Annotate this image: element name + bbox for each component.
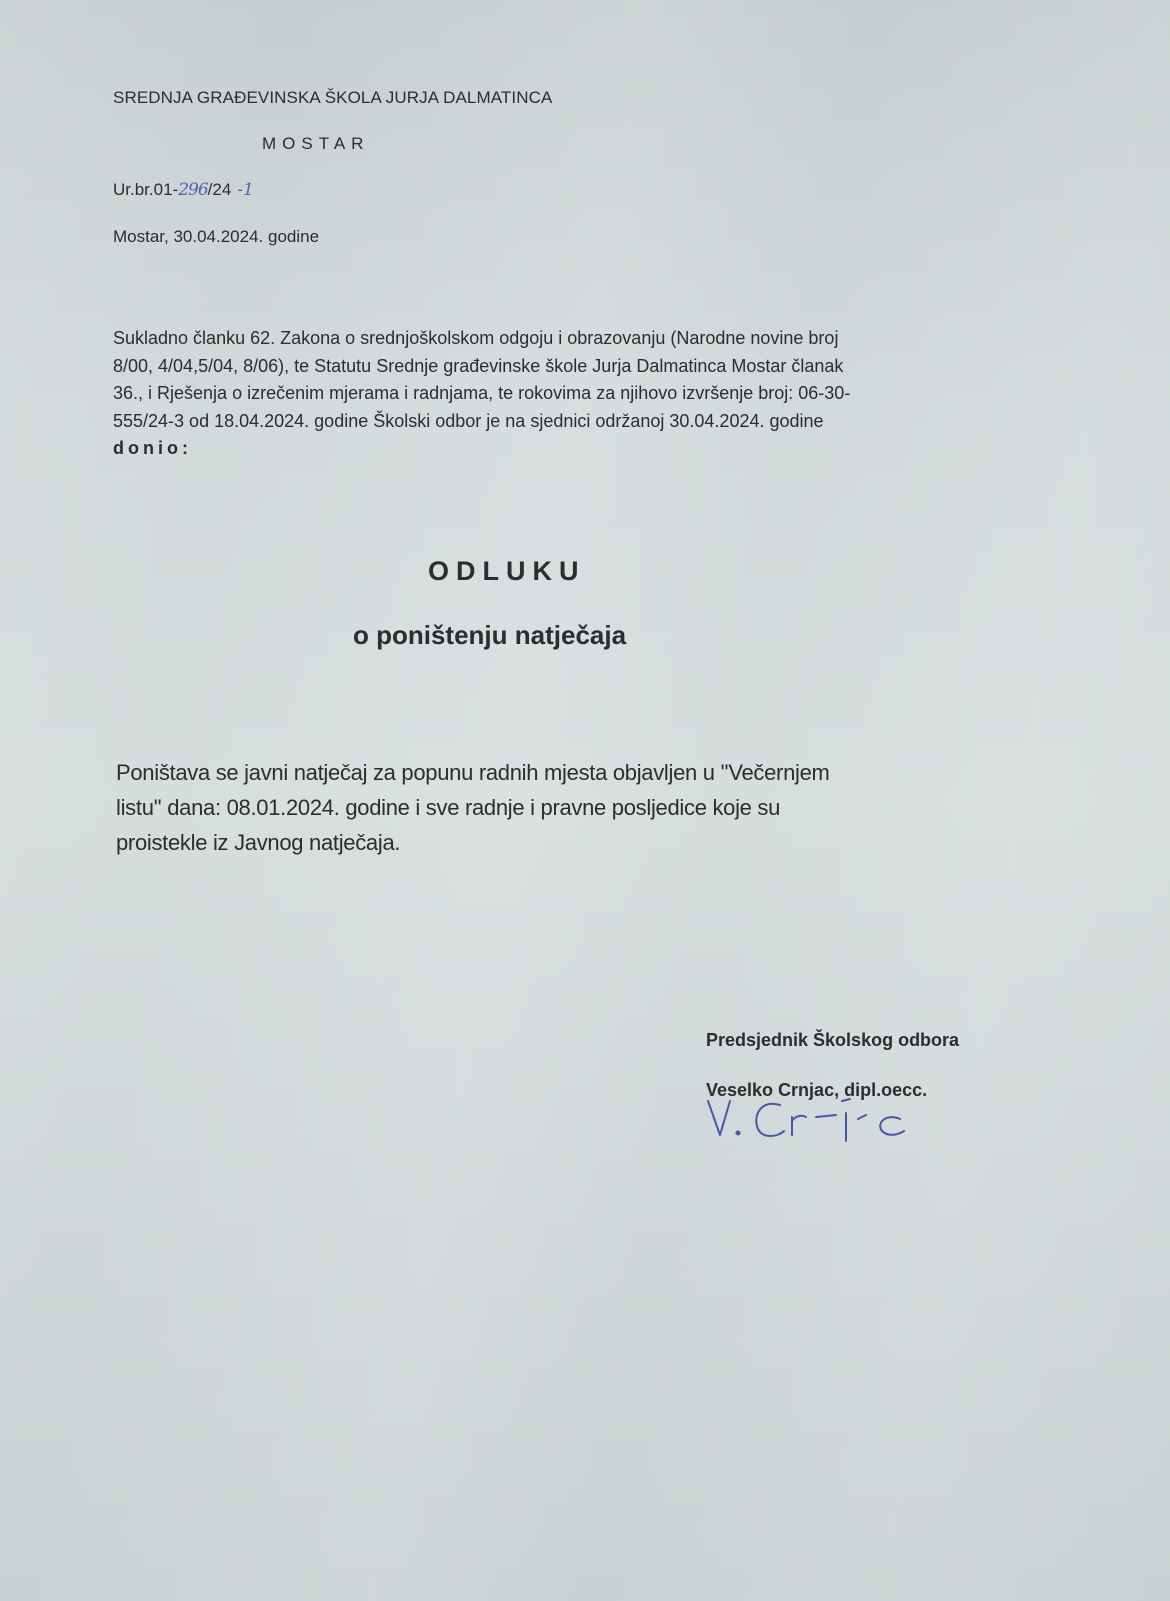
preamble-line: 36., i Rješenja o izrečenim mjerama i radnjama, te rokovima za njihovo izvršenje broj: 06-30- [113, 383, 851, 403]
signer-role: Predsjednik Školskog odbora [706, 1030, 960, 1050]
decision-subtitle: o poništenju natječaja [353, 620, 627, 650]
school-name: SREDNJA GRAĐEVINSKA ŠKOLA JURJA DALMATINCA [113, 88, 553, 107]
decision-title: ODLUKU [428, 556, 586, 586]
preamble-line: 8/00, 4/04,5/04, 8/06), te Statutu Srednje građevinske škole Jurja Dalmatinca Mostar članak [113, 355, 844, 376]
decision-body-line: listu'' dana: 08.01.2024. godine i sve radnje i pravne posljedice koje su [116, 795, 781, 820]
decision-body-line: proistekle iz Javnog natječaja. [116, 830, 401, 855]
preamble-line: Sukladno članku 62. Zakona o srednjoškolskom odgoju i obrazovanju (Narodne novine broj [113, 328, 839, 348]
handwritten-reg-suffix: -1 [237, 180, 254, 200]
document-date: Mostar, 30.04.2024. godine [113, 227, 320, 246]
decision-body [116, 755, 996, 860]
preamble-paragraph [113, 325, 1023, 463]
preamble-closing: donio: [113, 438, 192, 458]
reg-number-prefix: Ur.br.01- [113, 180, 179, 199]
signer-name: Veselko Crnjac, dipl.oecc. [706, 1080, 928, 1100]
reg-number-suffix: /24 [207, 180, 232, 199]
handwritten-signature-icon [700, 1093, 940, 1145]
handwritten-reg-number: 296 [178, 180, 208, 200]
decision-body-line: Poništava se javni natječaj za popunu radnih mjesta objavljen u ''Večernjem [116, 760, 830, 785]
preamble-line: 555/24-3 od 18.04.2024. godine Školski odbor je na sjednici održanoj 30.04.2024. godine [113, 410, 824, 431]
city-heading: MOSTAR [262, 134, 370, 153]
registration-number [113, 180, 254, 200]
